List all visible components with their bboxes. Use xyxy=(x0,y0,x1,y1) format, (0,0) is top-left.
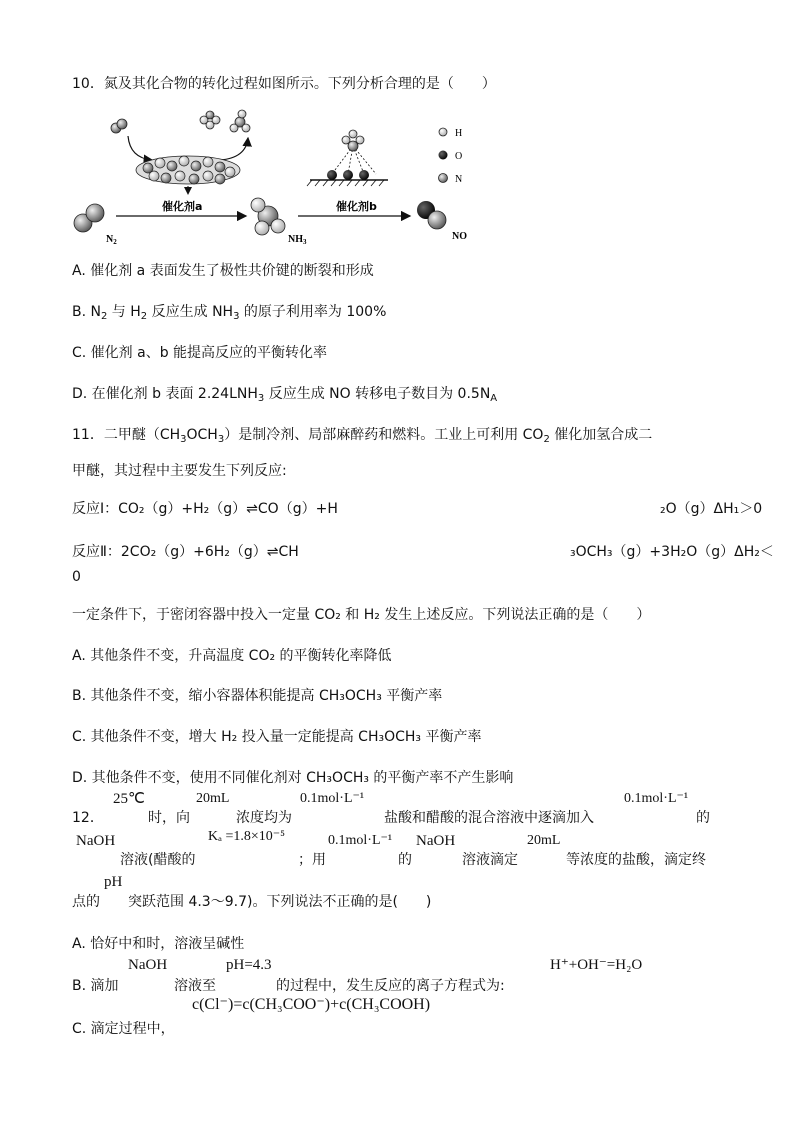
q11-stem-line3: 一定条件下，于密闭容器中投入一定量 CO₂ 和 H₂ 发生上述反应。下列说法正确的是（ ） xyxy=(72,607,651,623)
no-bottom-icon xyxy=(417,201,446,229)
q11-option-c: C. 其他条件不变，增大 H₂ 投入量一定能提高 CH₃OCH₃ 平衡产率 xyxy=(72,729,482,745)
q11-stem-line2: 甲醚，其过程中主要发生下列反应: xyxy=(72,463,287,479)
q12-formula-ph: pH xyxy=(104,874,123,890)
svg-text:N: N xyxy=(455,174,463,185)
q12-line3: 点的 突跃范围 4.3～9.7)。下列说法不正确的是( ) xyxy=(72,894,432,910)
q12-formula-ionic: H⁺+OH⁻=H₂O xyxy=(550,957,643,973)
q12-line1-c: 浓度均为 xyxy=(236,810,292,826)
q11-reaction-1-right: ₂O（g）ΔH₁＞0 xyxy=(660,501,763,517)
q12-formula-ph43: pH=4.3 xyxy=(226,957,272,973)
q12-formula-conc3: 0.1mol·L⁻¹ xyxy=(328,833,393,848)
q10-option-d: D. 在催化剂 b 表面 $2.24LNH_3$ 反应生成 NO 转移电子数目为 $0.5N_A$ xyxy=(72,386,498,404)
q10-option-b: B. $N_2$ 与 $H_2$ 反应生成 $NH_3$ 的原子利用率为 100% xyxy=(72,304,387,322)
q12-formula-conc1: 0.1mol·L⁻¹ xyxy=(300,791,365,806)
q12-option-c: C. 滴定过程中， xyxy=(72,1021,175,1037)
q11-option-a: A. 其他条件不变，升高温度 CO₂ 的平衡转化率降低 xyxy=(72,648,392,664)
q12-formula-vol2: 20mL xyxy=(527,833,561,848)
q12-line1-d: 盐酸和醋酸的混合溶液中逐滴加入 xyxy=(384,810,594,826)
q11-option-b: B. 其他条件不变，缩小容器体积能提高 CH₃OCH₃ 平衡产率 xyxy=(72,688,443,704)
q11-option-d: D. 其他条件不变，使用不同催化剂对 CH₃OCH₃ 的平衡产率不产生影响 xyxy=(72,770,514,786)
svg-text:NO: NO xyxy=(452,231,467,242)
n2-bottom-icon xyxy=(74,204,104,232)
q12-option-b-a: B. 滴加 xyxy=(72,978,119,994)
q11-reaction-2-right: ₃OCH₃（g）+3H₂O（g）ΔH₂＜ xyxy=(570,544,774,560)
q10-option-c: C. 催化剂 a、b 能提高反应的平衡转化率 xyxy=(72,345,328,361)
q12-option-b-b: 溶液至 xyxy=(174,978,216,994)
svg-text:催化剂a: 催化剂a xyxy=(162,200,203,213)
q12-line2-e: 等浓度的盐酸，滴定终 xyxy=(566,852,706,868)
nh3-bottom-icon xyxy=(251,198,285,235)
catalyst-b-surface-icon xyxy=(307,130,388,186)
q11-reaction-2-left: 反应Ⅱ：2CO₂（g）+6H₂（g）⇌CH xyxy=(72,544,299,560)
h2-molecule-icon xyxy=(200,111,220,129)
legend xyxy=(439,128,463,185)
catalyst-a-surface-icon xyxy=(136,156,240,184)
q12-formula-naoh3: NaOH xyxy=(128,957,168,973)
q12-option-a: A. 恰好中和时，溶液呈碱性 xyxy=(72,936,245,952)
q10-stem: 10．氮及其化合物的转化过程如图所示。下列分析合理的是（ ） xyxy=(72,76,496,92)
q12-line1-num: 12． xyxy=(72,810,104,826)
q11-stem-line1: 11．二甲醚$(CH_3OCH_3)$是制冷剂、局部麻醉药和燃料。工业上可利用 $CO_2$ 催化加氢合成二 xyxy=(72,427,653,445)
q11-reaction-2-tail: 0 xyxy=(72,569,81,585)
q12-line2-b: ；用 xyxy=(298,852,326,868)
svg-text:N2: $N_2$ xyxy=(106,234,117,246)
q12-line1-e: 的 xyxy=(696,810,710,826)
q10-reaction-figure xyxy=(70,108,470,248)
q12-formula-conc-eq: c(Cl⁻)=c(CH₃COO⁻)+c(CH₃COOH) xyxy=(192,996,431,1013)
q12-formula-ka: Kₐ =1.8×10⁻⁵ xyxy=(208,829,285,844)
svg-text:催化剂b: 催化剂b xyxy=(336,200,377,213)
q12-formula-naoh2: NaOH xyxy=(416,833,456,849)
q12-formula-temp: 25℃ xyxy=(113,791,145,807)
svg-text:O: O xyxy=(455,151,463,162)
svg-text:H: H xyxy=(455,128,463,139)
q10-option-a: A. 催化剂 a 表面发生了极性共价键的断裂和形成 xyxy=(72,263,374,279)
q12-formula-vol1: 20mL xyxy=(196,791,230,806)
q11-reaction-1-left: 反应Ⅰ：CO₂（g）+H₂（g）⇌CO（g）+H xyxy=(72,501,338,517)
q12-line2-a: 溶液(醋酸的 xyxy=(120,852,196,868)
q12-line2-c: 的 xyxy=(398,852,412,868)
q12-line1-b: 时，向 xyxy=(148,810,190,826)
q12-option-b-c: 的过程中，发生反应的离子方程式为: xyxy=(276,978,505,994)
nh3-molecule-icon xyxy=(230,110,250,132)
q12-formula-conc2: 0.1mol·L⁻¹ xyxy=(624,791,689,806)
n2-molecule-icon xyxy=(111,119,127,133)
q12-line2-d: 溶液滴定 xyxy=(462,852,518,868)
svg-text:NH3: $NH_3$ xyxy=(288,234,307,246)
q12-formula-naoh1: NaOH xyxy=(76,833,116,849)
